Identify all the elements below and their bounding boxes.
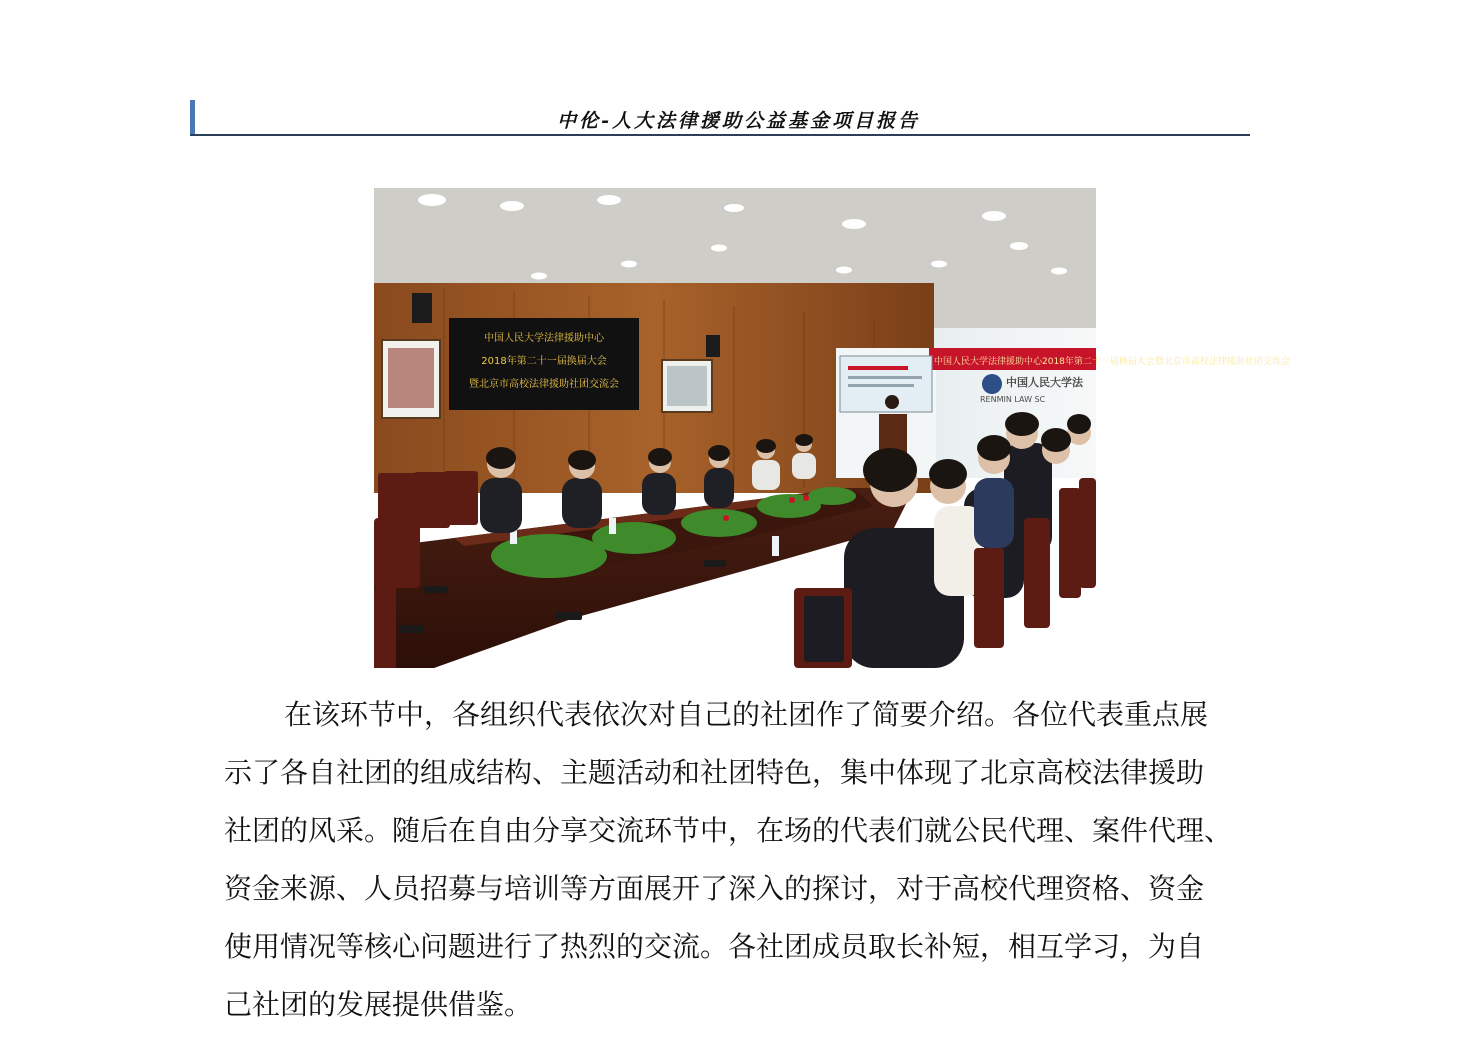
header-title: 中伦-人大法律援助公益基金项目报告	[557, 110, 920, 132]
body-line: 示了各自社团的组成结构、主题活动和社团特色，集中体现了北京高校法律援助	[224, 756, 1205, 789]
banner-line-2: 2018年第二十一届换届大会	[481, 356, 607, 367]
screen-banner-text: 中国人民大学法律援助中心2018年第二十一届换届大会暨北京市高校法律援助社团交流会	[934, 357, 1290, 367]
banner-line-3: 暨北京市高校法律援助社团交流会	[469, 379, 619, 390]
page-header	[190, 100, 1250, 136]
header-accent-bar	[190, 100, 195, 136]
wall-logo-text: 中国人民大学法	[1006, 376, 1083, 389]
wall-logo-subtext: RENMIN LAW SC	[980, 395, 1046, 404]
body-line: 在该环节中，各组织代表依次对自己的社团作了简要介绍。各位代表重点展	[284, 698, 1209, 731]
banner-line-1: 中国人民大学法律援助中心	[484, 333, 604, 344]
body-paragraph	[224, 686, 1254, 1034]
meeting-photo	[374, 188, 1290, 668]
body-line: 社团的风采。随后在自由分享交流环节中，在场的代表们就公民代理、案件代理、	[224, 814, 1233, 847]
body-line: 己社团的发展提供借鉴。	[224, 988, 533, 1021]
header-rule	[190, 134, 1250, 136]
body-line: 资金来源、人员招募与培训等方面展开了深入的探讨，对于高校代理资格、资金	[224, 872, 1205, 905]
body-line: 使用情况等核心问题进行了热烈的交流。各社团成员取长补短，相互学习，为自	[224, 930, 1205, 963]
